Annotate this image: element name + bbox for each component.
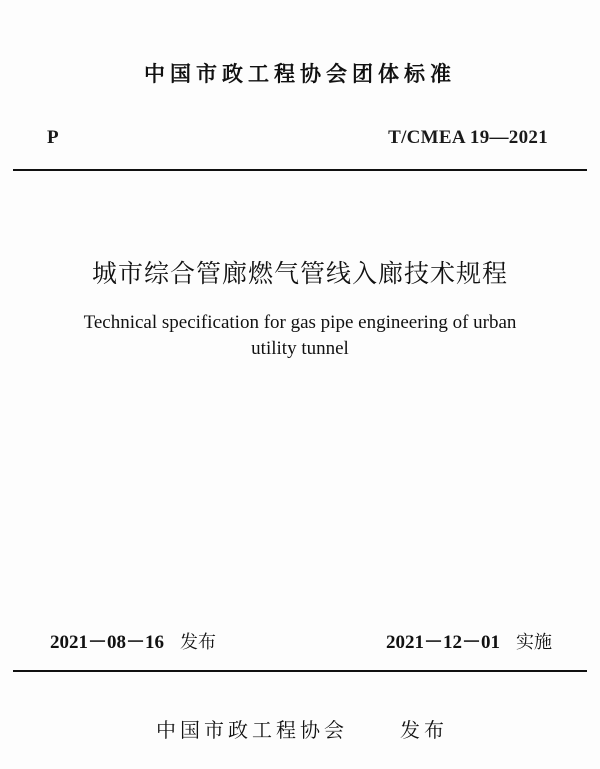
classification-code: P (47, 127, 59, 148)
title-english-line1: Technical specification for gas pipe engineering of urban (83, 312, 517, 333)
effective-date: 2021－12－01 (385, 632, 500, 653)
issue-date: 2021－08－16 (50, 632, 165, 653)
bottom-divider (13, 670, 587, 672)
top-divider (13, 169, 587, 171)
effective-date-block (386, 627, 552, 654)
publish-label: 发布 (400, 718, 448, 742)
title-chinese: 城市综合管廊燃气管线入廊技术规程 (91, 259, 508, 288)
issue-label: 发布 (180, 632, 217, 653)
effective-label: 实施 (516, 632, 552, 653)
title-english (40, 310, 560, 362)
organization-standard-header: 中国市政工程协会团体标准 (144, 62, 456, 86)
title-english-line2: utility tunnel (251, 338, 349, 359)
publisher-name: 中国市政工程协会 (156, 718, 348, 742)
standard-number: T/CMEA 19—2021 (388, 127, 548, 148)
issue-date-block (50, 627, 216, 654)
